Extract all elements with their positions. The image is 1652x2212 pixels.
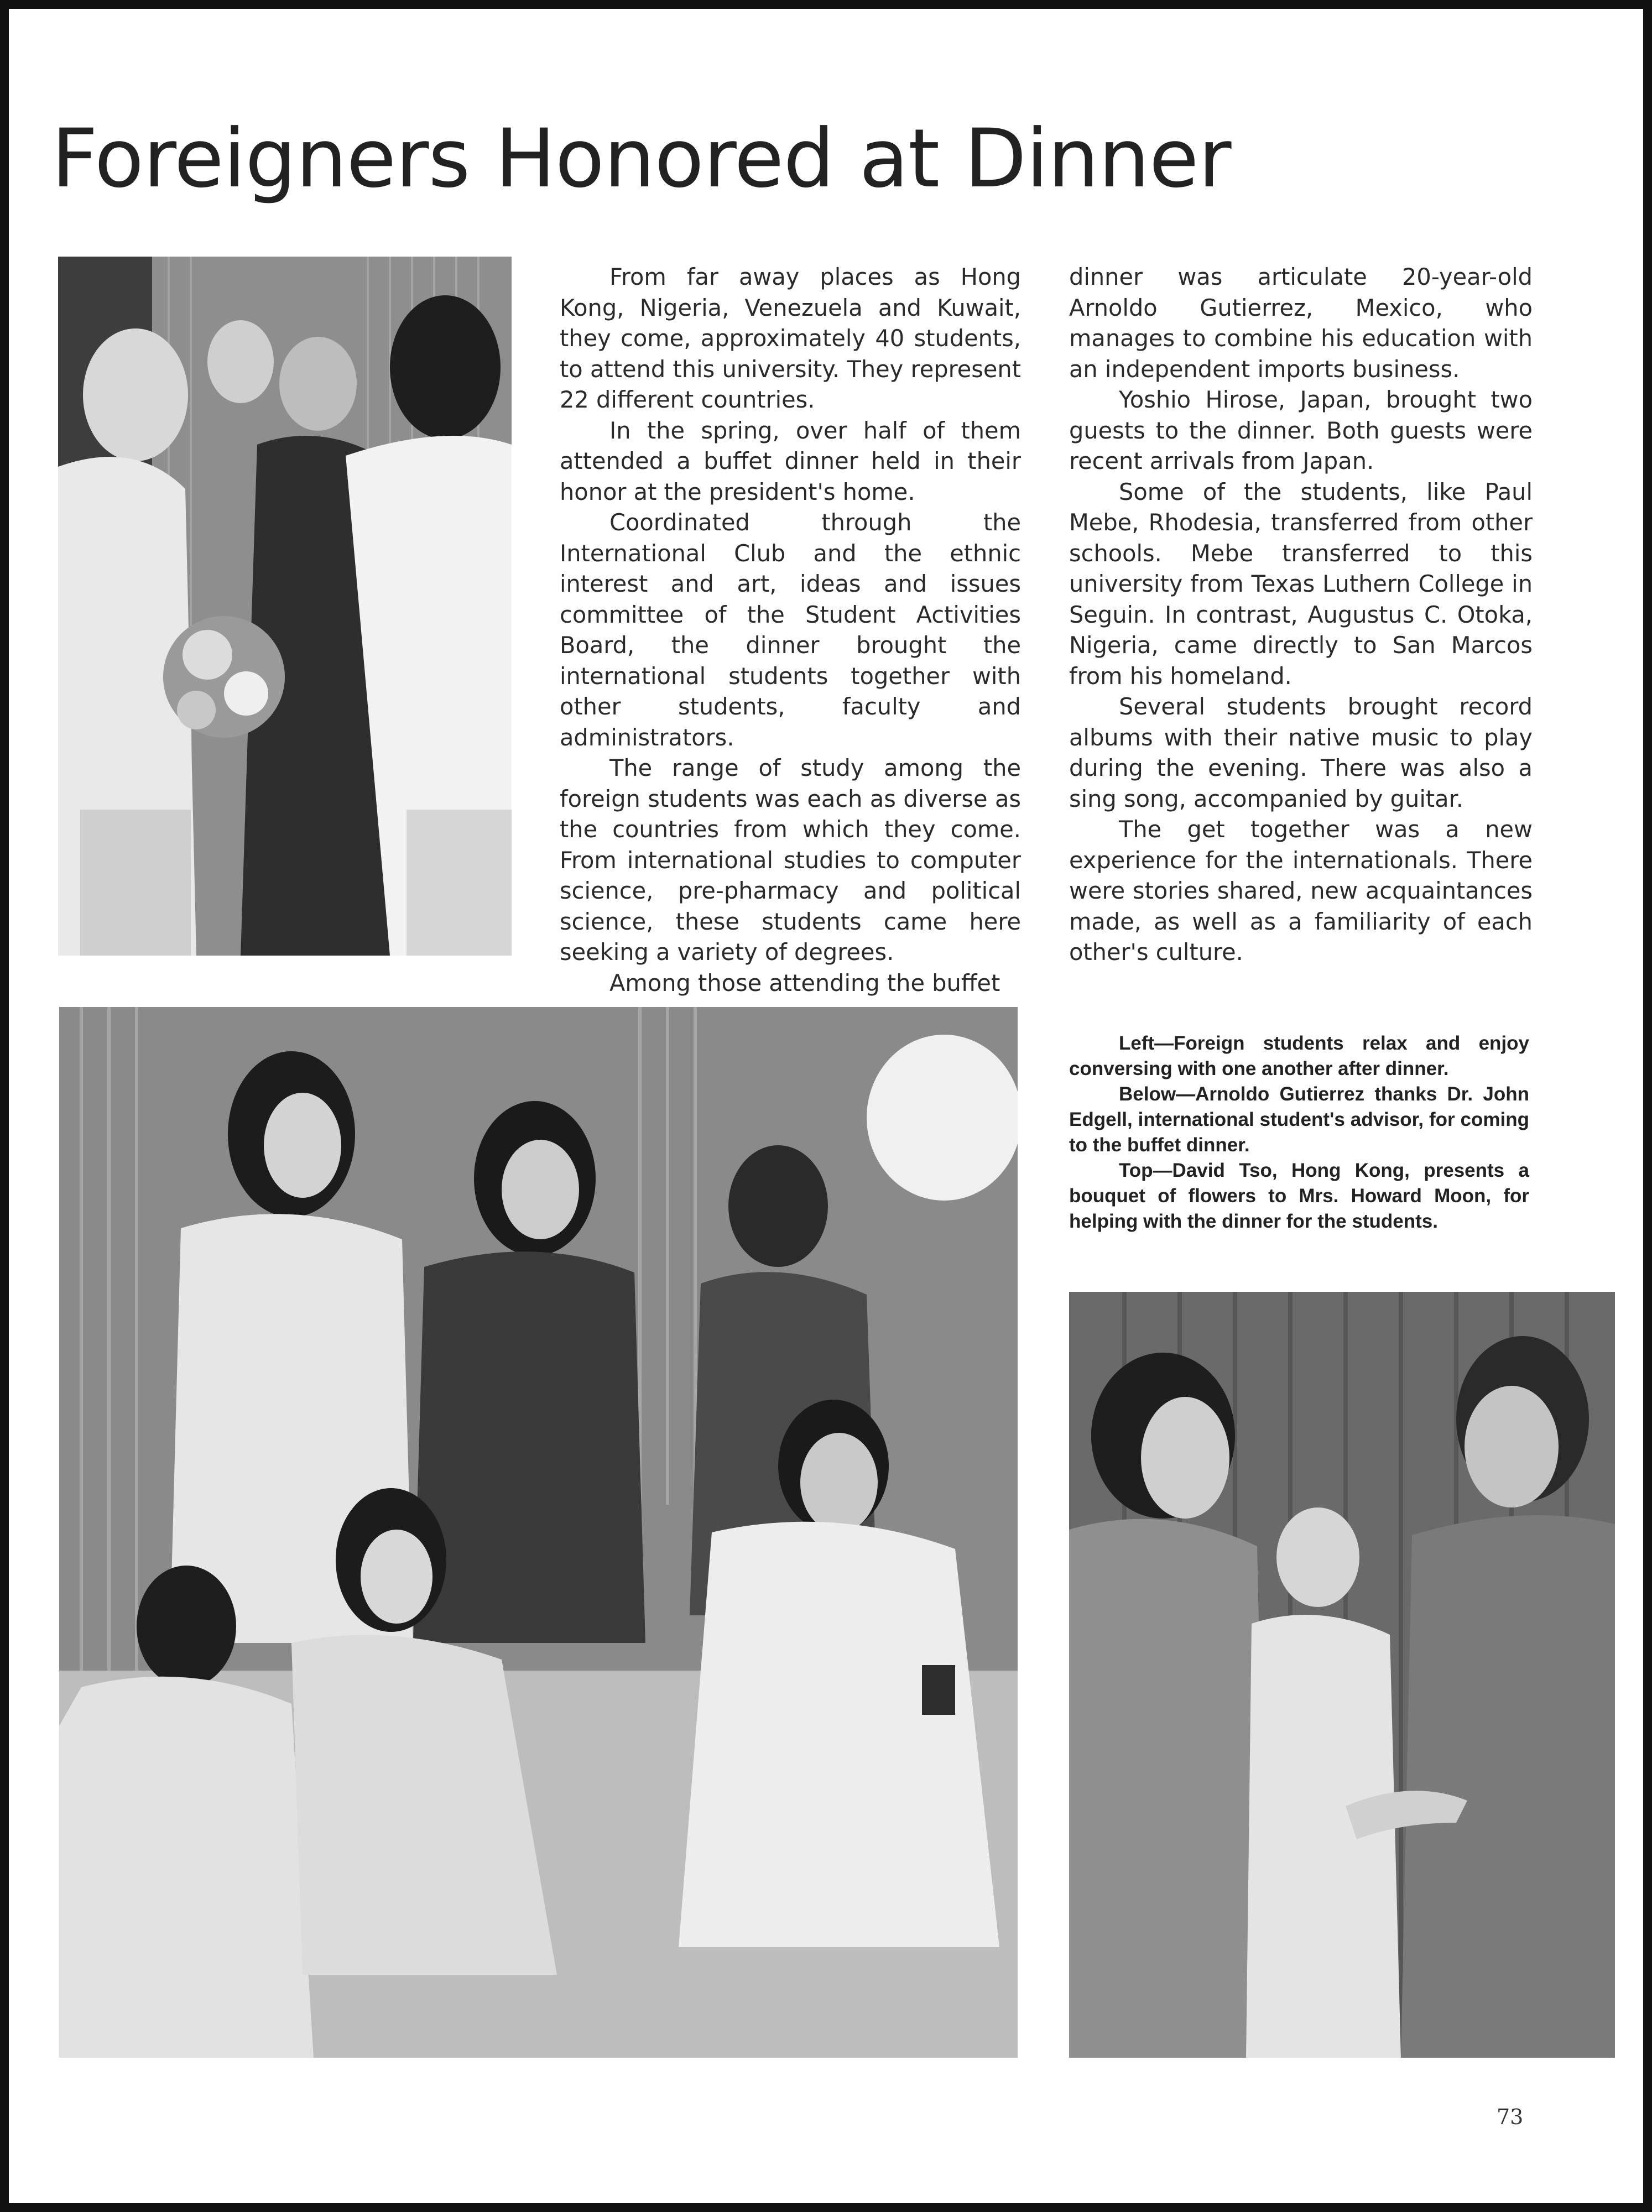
article-paragraph: The range of study among the foreign students was each as diverse as the countries from which they come. From international studies to computer science, pre-pharmacy and political science, these students came here seeking a variety of degrees. [560,754,1021,966]
article-title: Foreigners Honored at Dinner [51,112,1231,206]
article-column-1 [560,262,1021,998]
photo-handshake [1069,1292,1615,2058]
article-paragraph: dinner was articulate 20-year-old Arnoldo Gutierrez, Mexico, who manages to combine his education with an independent imports business. [1069,263,1533,383]
article-paragraph: From far away places as Hong Kong, Nigeria, Venezuela and Kuwait, they come, approximately 40 students, to attend this university. They represent 22 different countries. [560,263,1021,413]
caption-left: Left—Foreign students relax and enjoy conversing with one another after dinner. [1069,1032,1529,1079]
photo-captions [1069,1031,1529,1234]
article-paragraph: Several students brought record albums with their native music to play during the evening. There was also a sing song, accompanied by guitar. [1069,693,1533,812]
article-paragraph: Yoshio Hirose, Japan, brought two guests to the dinner. Both guests were recent arrivals from Japan. [1069,386,1533,474]
article-paragraph: The get together was a new experience for the internationals. There were stories shared, new acquaintances made, as well as a familiarity of each other's culture. [1069,816,1533,966]
article-paragraph: In the spring, over half of them attended a buffet dinner held in their honor at the president's home. [560,416,1021,505]
caption-top: Top—David Tso, Hong Kong, presents a bouquet of flowers to Mrs. Howard Moon, for helping with the dinner for the students. [1069,1160,1529,1232]
caption-below: Below—Arnoldo Gutierrez thanks Dr. John Edgell, international student's advisor, for coming to the buffet dinner. [1069,1083,1529,1156]
photo-students-conversing [59,1007,1018,2058]
article-paragraph: Some of the students, like Paul Mebe, Rhodesia, transferred from other schools. Mebe transferred to this university from Texas Luthern College in Seguin. In contrast, Augustus C. Otoka, Nigeria, came directly to San Marcos from his homeland. [1069,478,1533,690]
article-paragraph: Among those attending the buffet [609,969,1000,997]
page-number: 73 [1497,2105,1524,2129]
article-column-2 [1069,262,1533,968]
article-paragraph: Coordinated through the International Club and the ethnic interest and art, ideas and issues committee of the Student Activities Board, the dinner brought the international students together with other students, faculty and administrators. [560,509,1021,751]
photo-bouquet-presentation [58,257,512,956]
